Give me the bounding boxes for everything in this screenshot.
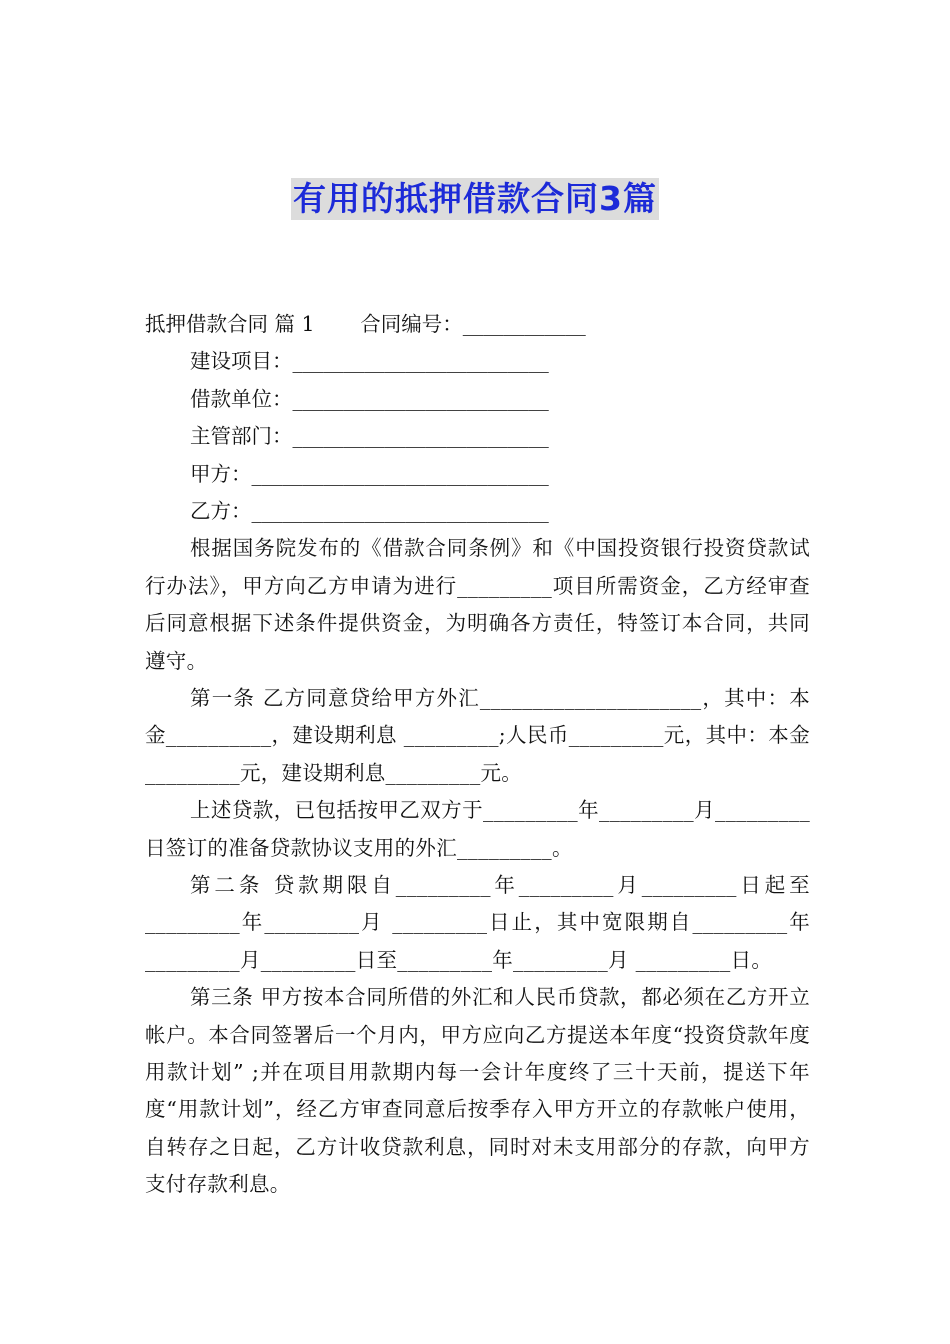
field-department: 主管部门：_________________________	[190, 424, 549, 449]
field-party-b: 乙方：_____________________________	[190, 498, 549, 523]
paragraph-loan-note: 上述贷款，已包括按甲乙双方于_________年_________月_________日签订的准备贷款协议支用的外汇_________。	[145, 798, 810, 860]
paragraph-preamble: 根据国务院发布的《借款合同条例》和《中国投资银行投资贷款试行办法》，甲方向乙方申请为进行_________项目所需资金，乙方经审查后同意根据下述条件提供资金，为明确各方责任，特签订本合同，共同遵守。	[145, 536, 810, 673]
field-borrower: 借款单位：_________________________	[190, 386, 549, 411]
contract-header-line: 抵押借款合同 篇 1 合同编号：____________	[145, 312, 586, 336]
document-title: 有用的抵押借款合同3篇	[293, 179, 657, 218]
document-title-wrapper	[0, 178, 950, 220]
paragraph-article-1: 第一条 乙方同意贷给甲方外汇_____________________，其中：本金__________，建设期利息 _________;人民币_________元，其中：本金_________元，建设期利息_________元。	[145, 685, 810, 785]
paragraph-article-2: 第二条 贷款期限自_________年_________月_________日起至_________年_________月 _________日止，其中宽限期自_________年_________月_________日至_________年_________月 _________日。	[145, 873, 810, 972]
field-party-a: 甲方：_____________________________	[190, 461, 549, 486]
document-body	[145, 306, 810, 1204]
paragraph-article-3: 第三条 甲方按本合同所借的外汇和人民币贷款，都必须在乙方开立帐户。本合同签署后一个月内，甲方应向乙方提送本年度“投资贷款年度用款计划” ;并在项目用款期内每一会计年度终了三十天前，提送下年度“用款计划”，经乙方审查同意后按季存入甲方开立的存款帐户使用，自转存之日起，乙方计收贷款利息，同时对未支用部分的存款，向甲方支付存款利息。	[145, 985, 810, 1197]
field-project: 建设项目：_________________________	[190, 349, 549, 374]
